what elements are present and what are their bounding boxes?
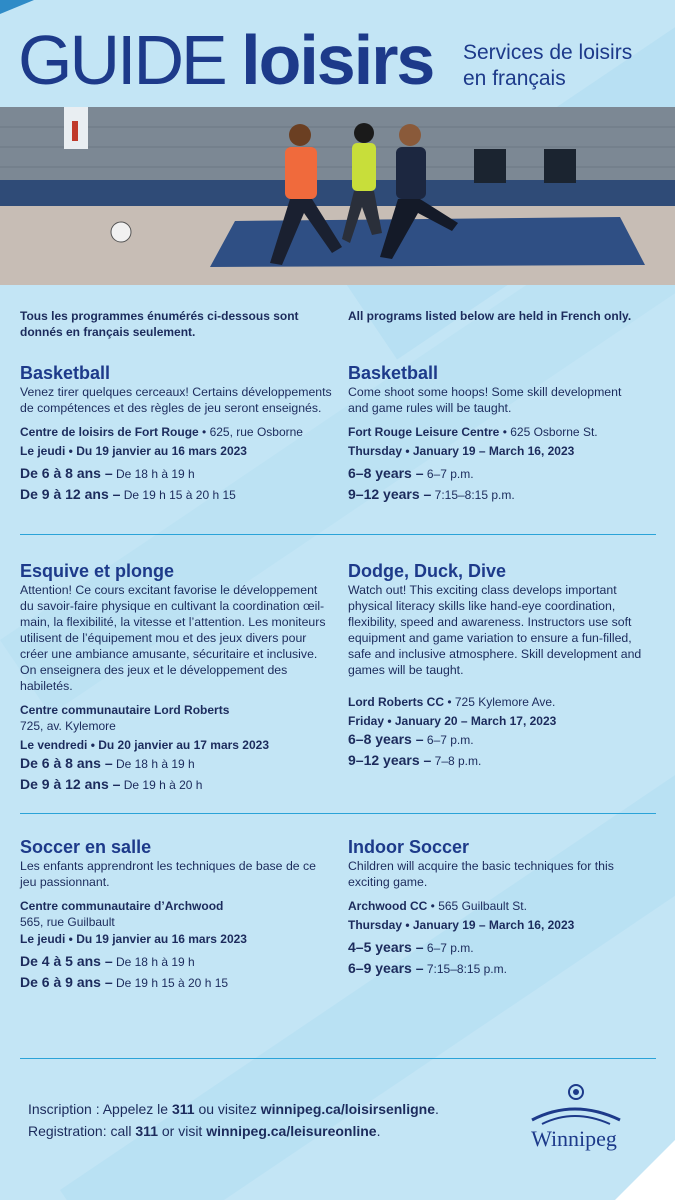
program-soccer-fr bbox=[20, 836, 340, 993]
header bbox=[0, 0, 675, 108]
session-age: 6–8 years – bbox=[348, 731, 424, 747]
program-schedule: Thursday • January 19 – March 16, 2023 bbox=[348, 444, 575, 458]
session-age: De 4 à 5 ans – bbox=[20, 953, 113, 969]
program-venue bbox=[348, 424, 668, 440]
session-row bbox=[20, 463, 340, 484]
session-time: 7:15–8:15 p.m. bbox=[423, 962, 507, 976]
session-row bbox=[348, 750, 668, 771]
program-title: Soccer en salle bbox=[20, 837, 152, 857]
session-row bbox=[348, 484, 668, 505]
session-row bbox=[20, 951, 340, 972]
program-description: Venez tirer quelques cerceaux! Certains développements de compétences et des règles de jeu seront enseignés. bbox=[20, 385, 332, 415]
session-time: 7:15–8:15 p.m. bbox=[431, 488, 515, 502]
program-title: Basketball bbox=[20, 363, 111, 383]
logo-text: Winnipeg bbox=[531, 1126, 617, 1151]
session-age: De 6 à 9 ans – bbox=[20, 974, 113, 990]
session-time: 6–7 p.m. bbox=[423, 941, 474, 955]
program-title: Dodge, Duck, Dive bbox=[348, 561, 507, 581]
title-guide: GUIDE bbox=[18, 21, 225, 99]
registration-text: . bbox=[376, 1123, 381, 1139]
session-age: 6–9 years – bbox=[348, 960, 424, 976]
program-venue bbox=[348, 694, 668, 710]
page-title bbox=[18, 20, 433, 100]
winnipeg-logo-icon bbox=[518, 1080, 630, 1128]
subtitle-line-2: en français bbox=[463, 67, 566, 90]
venue-name: Centre de loisirs de Fort Rouge bbox=[20, 425, 199, 439]
phone-number: 311 bbox=[135, 1123, 158, 1139]
session-time: De 18 h à 19 h bbox=[112, 757, 195, 771]
venue-name: Lord Roberts CC bbox=[348, 695, 444, 709]
section-divider bbox=[20, 813, 656, 814]
session-row bbox=[20, 753, 340, 774]
session-row bbox=[348, 937, 668, 958]
intro-fr: Tous les programmes énumérés ci-dessous sont donnés en français seulement. bbox=[20, 309, 299, 339]
program-venue bbox=[348, 898, 668, 914]
registration-text: or visit bbox=[157, 1123, 207, 1139]
session-time: De 19 h à 20 h bbox=[120, 778, 203, 792]
intro-en: All programs listed below are held in French only. bbox=[348, 309, 632, 323]
session-row bbox=[348, 958, 668, 979]
program-title: Basketball bbox=[348, 363, 439, 383]
venue-name: Archwood CC bbox=[348, 899, 428, 913]
registration-en bbox=[28, 1120, 439, 1142]
program-venue bbox=[20, 898, 340, 930]
registration-text: ou visitez bbox=[194, 1101, 261, 1117]
venue-address: • 625 Osborne St. bbox=[499, 425, 598, 439]
program-title: Esquive et plonge bbox=[20, 561, 175, 581]
section-divider bbox=[20, 534, 656, 535]
venue-address: • 725 Kylemore Ave. bbox=[444, 695, 556, 709]
program-schedule: Le jeudi • Du 19 janvier au 16 mars 2023 bbox=[20, 444, 247, 458]
session-time: De 18 h à 19 h bbox=[112, 467, 195, 481]
program-description: Children will acquire the basic techniques for this exciting game. bbox=[348, 859, 614, 889]
program-dodge-en bbox=[348, 560, 668, 771]
program-basketball-en bbox=[348, 362, 668, 505]
registration-info bbox=[28, 1098, 439, 1142]
venue-address: • 565 Guilbault St. bbox=[427, 899, 527, 913]
session-row bbox=[20, 774, 340, 795]
session-age: De 6 à 8 ans – bbox=[20, 465, 113, 481]
venue-name: Centre communautaire Lord Roberts bbox=[20, 703, 230, 717]
session-age: 9–12 years – bbox=[348, 486, 432, 502]
session-age: De 6 à 8 ans – bbox=[20, 755, 113, 771]
registration-text: Registration: call bbox=[28, 1123, 136, 1139]
session-row bbox=[20, 484, 340, 505]
session-time: De 18 h à 19 h bbox=[112, 955, 195, 969]
registration-text: Inscription : Appelez le bbox=[28, 1101, 172, 1117]
session-age: 6–8 years – bbox=[348, 465, 424, 481]
program-schedule: Le vendredi • Du 20 janvier au 17 mars 2023 bbox=[20, 738, 269, 752]
session-time: 7–8 p.m. bbox=[431, 754, 482, 768]
program-venue bbox=[20, 702, 340, 734]
program-description: Watch out! This exciting class develops important physical literacy skills like hand-eye coordination, flexibility, speed and awareness. Instructors use soft equipment and game variation to ensure a fun-filled, safe and inclusive atmosphere. Skill development and games will be taught. bbox=[348, 583, 642, 677]
registration-fr bbox=[28, 1098, 439, 1120]
program-description: Attention! Ce cours excitant favorise le développement du savoir-faire physique en cultivant la coordination œil-main, la flexibilité, la vitesse et l’attention. Les moniteurs utilisent de l’équipement mou et des jeux divers pour créer une ambiance amusante, sécuritaire et inclusive. On enseignera des jeux et le développement des habiletés. bbox=[20, 583, 326, 693]
session-time: 6–7 p.m. bbox=[423, 467, 474, 481]
venue-address: 725, av. Kylemore bbox=[20, 719, 116, 733]
venue-address: • 625, rue Osborne bbox=[198, 425, 303, 439]
program-dodge-fr bbox=[20, 560, 340, 795]
registration-link[interactable]: winnipeg.ca/leisureonline bbox=[206, 1123, 377, 1139]
venue-name: Centre communautaire d’Archwood bbox=[20, 899, 224, 913]
session-age: 4–5 years – bbox=[348, 939, 424, 955]
phone-number: 311 bbox=[171, 1101, 195, 1117]
session-row bbox=[20, 972, 340, 993]
venue-name: Fort Rouge Leisure Centre bbox=[348, 425, 500, 439]
program-description: Les enfants apprendront les techniques de base de ce jeu passionnant. bbox=[20, 859, 317, 889]
session-time: 6–7 p.m. bbox=[423, 733, 474, 747]
registration-text: . bbox=[434, 1101, 439, 1117]
session-age: De 9 à 12 ans – bbox=[20, 776, 121, 792]
session-row bbox=[348, 463, 668, 484]
program-schedule: Le jeudi • Du 19 janvier au 16 mars 2023 bbox=[20, 932, 247, 946]
program-basketball-fr bbox=[20, 362, 340, 505]
program-schedule: Thursday • January 19 – March 16, 2023 bbox=[348, 918, 575, 932]
program-title: Indoor Soccer bbox=[348, 837, 470, 857]
program-venue bbox=[20, 424, 340, 440]
session-age: 9–12 years – bbox=[348, 752, 432, 768]
program-soccer-en bbox=[348, 836, 668, 979]
session-time: De 19 h 15 à 20 h 15 bbox=[112, 976, 229, 990]
venue-address: 565, rue Guilbault bbox=[20, 915, 115, 929]
kids-playing-soccer-photo bbox=[0, 107, 675, 285]
registration-link[interactable]: winnipeg.ca/loisirsenligne bbox=[260, 1101, 435, 1117]
session-age: De 9 à 12 ans – bbox=[20, 486, 121, 502]
page-subtitle bbox=[463, 40, 632, 92]
program-description: Come shoot some hoops! Some skill development and game rules will be taught. bbox=[348, 385, 622, 415]
subtitle-line-1: Services de loisirs bbox=[463, 41, 633, 64]
session-time: De 19 h 15 à 20 h 15 bbox=[120, 488, 236, 502]
section-divider bbox=[20, 1058, 656, 1059]
title-loisirs: loisirs bbox=[241, 21, 434, 99]
session-row bbox=[348, 729, 668, 750]
program-schedule: Friday • January 20 – March 17, 2023 bbox=[348, 714, 557, 728]
winnipeg-logo bbox=[518, 1080, 630, 1160]
